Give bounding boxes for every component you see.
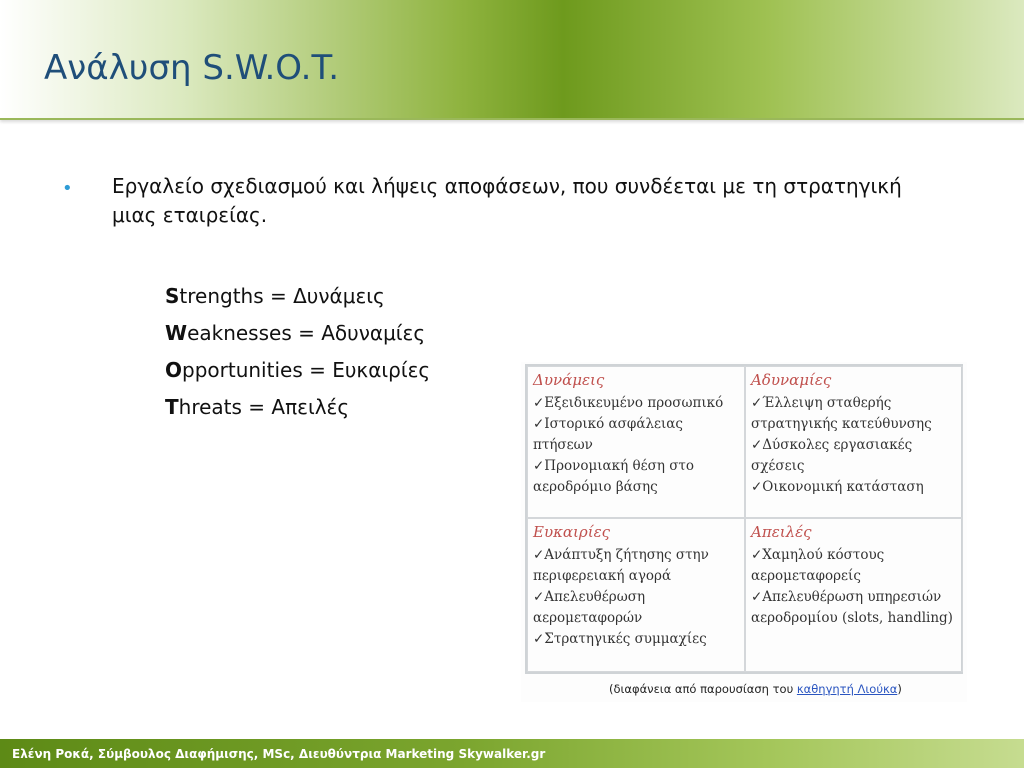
swot-matrix-image [521,362,967,702]
cell-heading: Δυνάμεις [533,371,605,389]
caption-link[interactable]: καθηγητή Λιούκα [796,682,898,696]
cell-threats [745,518,963,672]
footer-bar [0,739,1024,768]
swot-line-opportunities [165,352,430,389]
title-bar [0,0,1024,120]
list-item: ✓Προνομιακή θέση στο αεροδρόμιο βάσης [533,458,695,495]
cell-heading: Αδυναμίες [751,371,832,389]
swot-letter: S [165,284,180,308]
caption-text: (διαφάνεια από παρουσίαση του [609,682,797,696]
list-item: ✓Δύσκολες εργασιακές σχέσεις [751,437,913,474]
list-item: ✓Απελευθέρωση αερομεταφορών [533,589,646,626]
cell-heading: Ευκαιρίες [533,523,611,541]
list-item: ✓Έλλειψη σταθερής στρατηγικής κατεύθυνσης [751,395,932,432]
swot-definition: hreats = Απειλές [178,395,350,419]
list-item: ✓Χαμηλού κόστους αερομεταφορείς [751,547,885,584]
cell-weaknesses [745,366,963,518]
list-item: ✓Ιστορικό ασφάλειας πτήσεων [533,416,683,453]
swot-definition: trengths = Δυνάμεις [179,284,385,308]
cell-heading: Απειλές [751,523,812,541]
bullet-text: Εργαλείο σχεδιασμού και λήψεις αποφάσεων, που συνδέεται με τη στρατηγική μιας εταιρείας. [112,174,902,227]
swot-letter: T [165,395,179,419]
footer-text: Ελένη Ροκά, Σύμβουλος Διαφήμισης, MSc, Διευθύντρια Marketing Skywalker.gr [12,747,546,761]
list-item: ✓Στρατηγικές συμμαχίες [533,631,707,647]
cell-strengths [527,366,745,518]
list-item: ✓Οικονομική κατάσταση [751,479,924,495]
caption-text: ) [897,682,902,696]
figure-caption [609,682,902,696]
list-item: ✓Ανάπτυξη ζήτησης στην περιφερειακή αγορά [533,547,709,584]
bullet-marker: • [62,178,73,199]
swot-definition: eaknesses = Αδυναμίες [187,321,426,345]
list-item: ✓Εξειδικευμένο προσωπικό [533,395,724,411]
swot-line-weaknesses [165,315,430,352]
swot-letter: O [165,358,183,382]
list-item: ✓Απελευθέρωση υπηρεσιών αεροδρομίου (slots, handling) [751,589,953,626]
swot-line-threats [165,389,430,426]
swot-definitions [165,278,430,426]
swot-matrix [525,364,963,674]
swot-definition: pportunities = Ευκαιρίες [182,358,431,382]
swot-letter: W [165,321,188,345]
cell-opportunities [527,518,745,672]
slide-title: Ανάλυση S.W.O.T. [44,48,340,88]
swot-line-strengths [165,278,430,315]
